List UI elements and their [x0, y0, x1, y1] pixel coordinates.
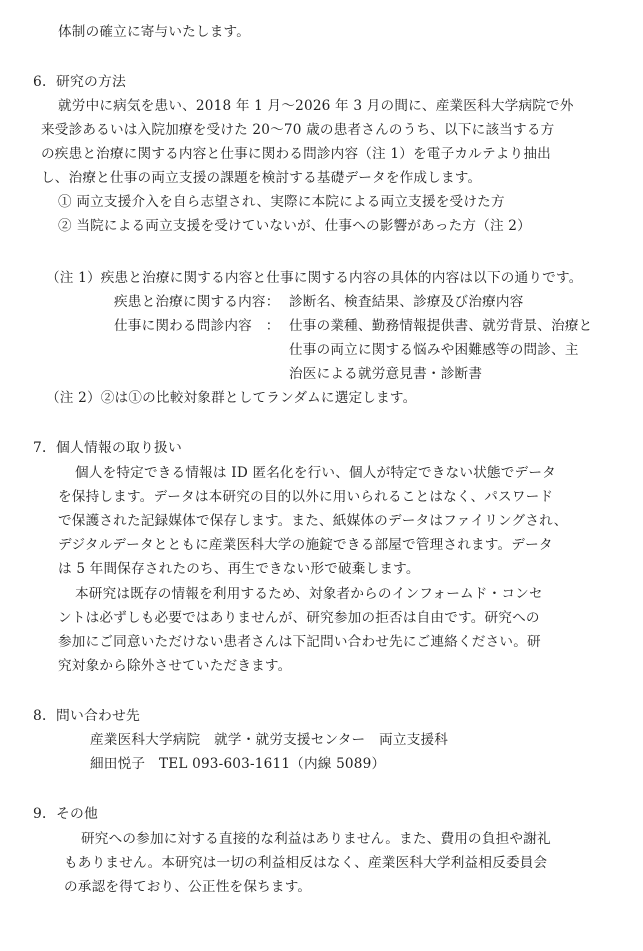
section-6-list-item: ① 両立支援介入を自ら志望され、実際に本院による両立支援を受けた方 [58, 194, 505, 210]
contact-organization: 産業医科大学病院 就学・就労支援センター 両立支援科 [90, 732, 449, 748]
note-1-row-2-value: 治医による就労意見書・診断書 [289, 366, 483, 382]
section-6-paragraph-line: し、治療と仕事の両立支援の課題を検討する基礎データを作成します。 [41, 170, 482, 186]
section-7-paragraph-line: は 5 年間保存されたのち、再生できない形で破棄します。 [58, 561, 420, 577]
section-6-paragraph-line: 来受診あるいは入院加療を受けた 20～70 歳の患者さんのうち、以下に該当する方 [41, 122, 555, 138]
note-1-lead: （注 1）疾患と治療に関する内容と仕事に関する内容の具体的内容は以下の通りです。 [46, 270, 583, 286]
section-9-heading: 9．その他 [33, 806, 98, 822]
section-6-paragraph-line: の疾患と治療に関する内容と仕事に関わる問診内容（注 1）を電子カルテより抽出 [41, 146, 551, 162]
section-9-paragraph-line: もありません。本研究は一切の利益相反はなく、産業医科大学利益相反委員会 [64, 855, 548, 871]
section-7-paragraph-line: 究対象から除外させていただきます。 [58, 658, 292, 674]
section-8-heading: 8．問い合わせ先 [33, 708, 140, 724]
note-1-row-2-value: 仕事の業種、勤務情報提供書、就労背景、治療と [289, 318, 593, 334]
section-7-heading: 7．個人情報の取り扱い [33, 440, 182, 456]
note-1-row-2-value: 仕事の両立に関する悩みや困難感等の問診、主 [289, 342, 579, 358]
note-1-row-1-value: 診断名、検査結果、診療及び治療内容 [289, 294, 524, 310]
section-7-paragraph-line: ントは必ずしも必要ではありませんが、研究参加の拒否は自由です。研究への [58, 610, 540, 626]
intro-continuation: 体制の確立に寄与いたします。 [58, 24, 251, 40]
section-6-list-item: ② 当院による両立支援を受けていないが、仕事への影響があった方（注 2） [58, 218, 531, 234]
section-6-paragraph-line: 就労中に病気を患い、2018 年 1 月～2026 年 3 月の間に、産業医科大学病院で外 [58, 98, 574, 114]
section-7-paragraph-line: 個人を特定できる情報は ID 匿名化を行い、個人が特定できない状態でデータ [75, 465, 556, 481]
note-1-row-2-label: 仕事に関わる問診内容 ： [114, 318, 280, 334]
section-7-paragraph-line: 参加にご同意いただけない患者さんは下記問い合わせ先にご連絡ください。研 [58, 634, 541, 650]
section-7-paragraph-line: を保持します。データは本研究の目的以外に用いられることはなく、パスワード [58, 489, 554, 505]
section-7-paragraph-line: で保護された記録媒体で保存します。また、紙媒体のデータはファイリングされ、 [58, 513, 568, 529]
section-7-paragraph-line: デジタルデータとともに産業医科大学の施錠できる部屋で管理されます。データ [58, 537, 553, 553]
note-2: （注 2）②は①の比較対象群としてランダムに選定します。 [46, 390, 417, 406]
section-9-paragraph-line: の承認を得ており、公正性を保ちます。 [64, 879, 312, 895]
contact-person-phone: 細田悦子 TEL 093-603-1611（内線 5089） [90, 756, 386, 772]
section-6-heading: 6．研究の方法 [33, 74, 126, 90]
section-9-paragraph-line: 研究への参加に対する直接的な利益はありません。また、費用の負担や謝礼 [81, 831, 551, 847]
note-1-row-1-label: 疾患と治療に関する内容： [114, 294, 280, 310]
section-7-paragraph-line: 本研究は既存の情報を利用するため、対象者からのインフォームド・コンセ [75, 586, 543, 602]
